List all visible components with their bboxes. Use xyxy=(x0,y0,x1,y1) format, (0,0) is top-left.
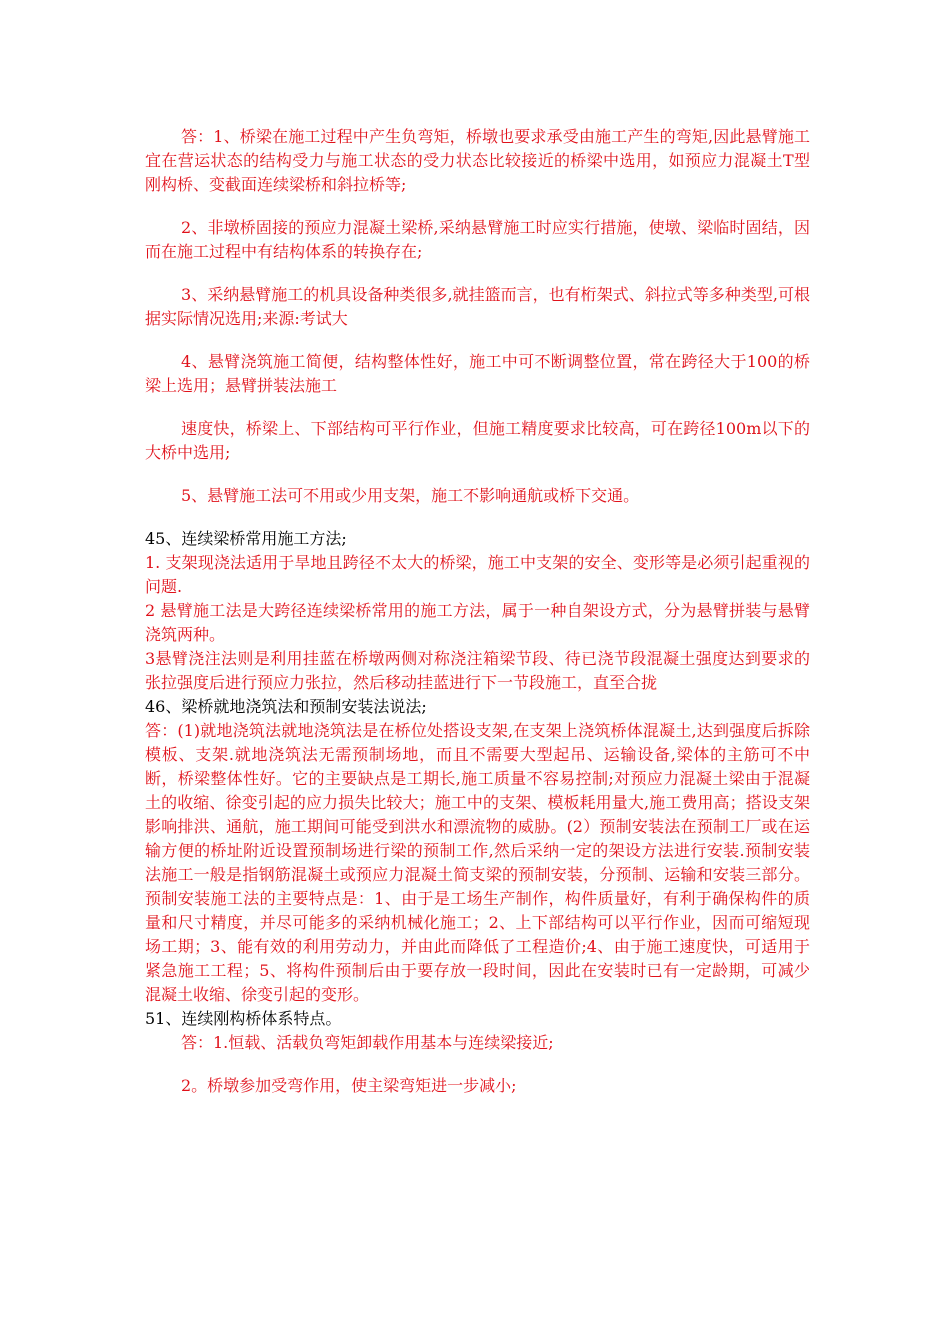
question-45-heading: 45、连续梁桥常用施工方法; xyxy=(145,529,347,548)
answer-44-point-1: 答：1、桥梁在施工过程中产生负弯矩，桥墩也要求承受由施工产生的弯矩,因此悬臂施工宜在营运状态的结构受力与施工状态的受力状态比较接近的桥梁中选用，如预应力混凝土T型刚构桥、变截面连续梁桥和斜拉桥等; xyxy=(145,127,810,194)
answer-44-point-2: 2、非墩桥固接的预应力混凝土梁桥,采纳悬臂施工时应实行措施，使墩、梁临时固结，因而在施工过程中有结构体系的转换存在; xyxy=(145,218,810,261)
answer-45-item-2: 2 悬臂施工法是大跨径连续梁桥常用的施工方法，属于一种自架设方式，分为悬臂拼装与悬臂浇筑两种。 xyxy=(145,601,810,644)
answer-51-point-2: 2。桥墩参加受弯作用，使主梁弯矩进一步减小; xyxy=(181,1076,517,1095)
answer-46-body: 答：(1)就地浇筑法就地浇筑法是在桥位处搭设支架,在支架上浇筑桥体混凝土,达到强度后拆除模板、支架.就地浇筑法无需预制场地，而且不需要大型起吊、运输设备,梁体的主筋可不中断，桥梁整体性好。它的主要缺点是工期长,施工质量不容易控制;对预应力混凝土梁由于混凝土的收缩、徐变引起的应力损失比较大；施工中的支架、模板耗用量大,施工费用高；搭设支架影响排洪、通航，施工期间可能受到洪水和漂流物的威胁。(2）预制安装法在预制工厂或在运输方便的桥址附近设置预制场进行梁的预制工作,然后采纳一定的架设方法进行安装.预制安装法施工一般是指钢筋混凝土或预应力混凝土简支梁的预制安装，分预制、运输和安装三部分。预制安装施工法的主要特点是：1、由于是工场生产制作，构件质量好，有利于确保构件的质量和尺寸精度，并尽可能多的采纳机械化施工；2、上下部结构可以平行作业，因而可缩短现场工期；3、能有效的利用劳动力，并由此而降低了工程造价;4、由于施工速度快，可适用于紧急施工工程；5、将构件预制后由于要存放一段时间，因此在安装时已有一定龄期，可减少混凝土收缩、徐变引起的变形。 xyxy=(145,721,810,1004)
answer-51-point-1: 答：1.恒载、活载负弯矩卸载作用基本与连续梁接近; xyxy=(181,1033,554,1052)
question-51-heading: 51、连续刚构桥体系特点。 xyxy=(145,1009,342,1028)
answer-44-point-4: 4、悬臂浇筑施工简便，结构整体性好，施工中可不断调整位置，常在跨径大于100的桥梁上选用；悬臂拼装法施工 xyxy=(145,352,810,395)
question-46-heading: 46、梁桥就地浇筑法和预制安装法说法; xyxy=(145,697,427,716)
answer-44-point-5: 5、悬臂施工法可不用或少用支架，施工不影响通航或桥下交通。 xyxy=(181,486,640,505)
answer-44-point-3: 3、采纳悬臂施工的机具设备种类很多,就挂篮而言，也有桁架式、斜拉式等多种类型,可根据实际情况选用;来源:考试大 xyxy=(145,285,810,328)
answer-45-item-3: 3悬臂浇注法则是利用挂蓝在桥墩两侧对称浇注箱梁节段、待已浇节段混凝土强度达到要求的张拉强度后进行预应力张拉，然后移动挂蓝进行下一节段施工，直至合拢 xyxy=(145,649,810,692)
answer-45-item-1: 1. 支架现浇法适用于旱地且跨径不太大的桥梁，施工中支架的安全、变形等是必须引起重视的问题. xyxy=(145,553,810,596)
document-page xyxy=(145,125,810,1098)
answer-44-point-4-cont: 速度快，桥梁上、下部结构可平行作业，但施工精度要求比较高，可在跨径100m以下的大桥中选用; xyxy=(145,419,810,462)
